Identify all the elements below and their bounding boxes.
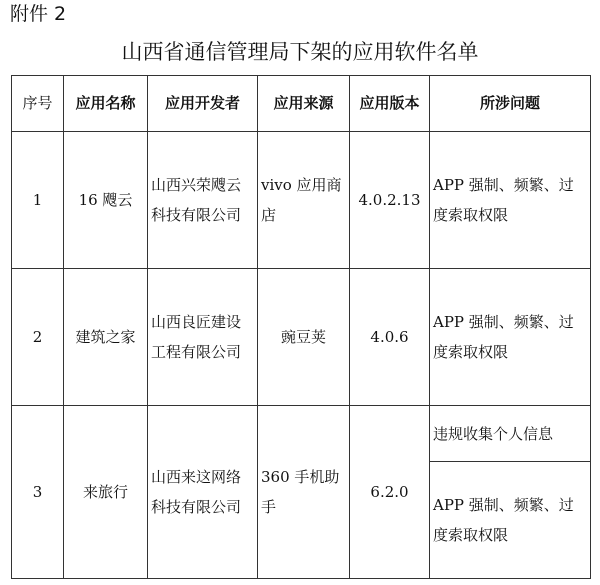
row-version: 4.0.6 (350, 269, 430, 406)
row-index: 2 (12, 269, 64, 406)
row-version: 4.0.2.13 (350, 131, 430, 268)
row-developer: 山西良匠建设工程有限公司 (148, 269, 258, 406)
row-developer: 山西来这网络科技有限公司 (148, 406, 258, 579)
row-version: 6.2.0 (350, 406, 430, 579)
document-title: 山西省通信管理局下架的应用软件名单 (121, 40, 479, 64)
row-issue: 违规收集个人信息 (430, 406, 591, 462)
row-source: vivo 应用商店 (258, 131, 350, 268)
header-issues: 所涉问题 (430, 76, 591, 132)
table-row (12, 269, 591, 406)
table-row (12, 131, 591, 268)
row-app-name: 16 飕云 (64, 131, 148, 268)
app-removal-table (11, 75, 591, 579)
attachment-label: 附件 2 (10, 3, 67, 25)
table-header-row (12, 76, 591, 132)
row-app-name: 建筑之家 (64, 269, 148, 406)
row-issue: APP 强制、频繁、过度索取权限 (430, 131, 591, 268)
row-source: 豌豆荚 (258, 269, 350, 406)
row-issue: APP 强制、频繁、过度索取权限 (430, 269, 591, 406)
header-source: 应用来源 (258, 76, 350, 132)
table-row (12, 406, 591, 462)
row-app-name: 来旅行 (64, 406, 148, 579)
header-version: 应用版本 (350, 76, 430, 132)
row-index: 3 (12, 406, 64, 579)
row-source: 360 手机助手 (258, 406, 350, 579)
header-app-name: 应用名称 (64, 76, 148, 132)
row-issue: APP 强制、频繁、过度索取权限 (430, 462, 591, 579)
row-index: 1 (12, 131, 64, 268)
header-developer: 应用开发者 (148, 76, 258, 132)
row-developer: 山西兴荣飕云科技有限公司 (148, 131, 258, 268)
header-index: 序号 (12, 76, 64, 132)
